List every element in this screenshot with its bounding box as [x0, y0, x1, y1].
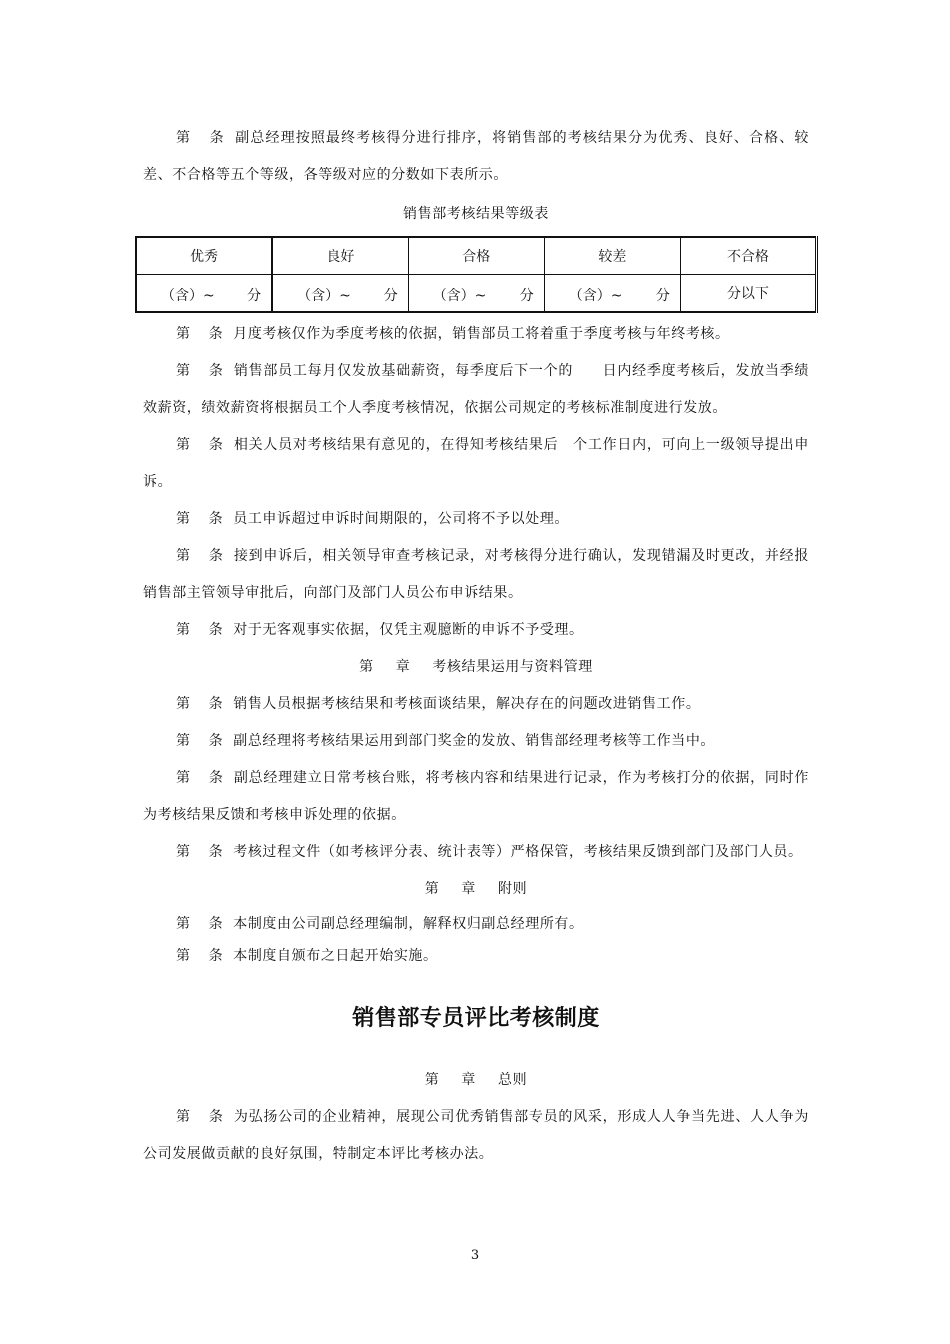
- article-paragraph: [143, 427, 809, 501]
- article-paragraph: [143, 723, 809, 760]
- chapter-suffix: 章: [395, 659, 411, 675]
- article-prefix: 第: [176, 770, 191, 786]
- chapter-title: 附则: [498, 881, 528, 897]
- article-prefix: 第: [176, 733, 191, 749]
- article-paragraph: [143, 501, 809, 538]
- range-unit: 分: [655, 288, 670, 304]
- article-prefix: 第: [176, 437, 191, 453]
- article-suffix: 条: [209, 130, 225, 146]
- range-unit: 分: [519, 288, 534, 304]
- article-paragraph: [143, 316, 809, 353]
- article-prefix: 第: [176, 696, 191, 712]
- grade-table: [135, 236, 818, 313]
- article-suffix: 条: [208, 770, 224, 786]
- article-text: 副总经理建立日常考核台账，将考核内容和结果进行记录，作为考核打分的依据，同时作为考核结果反馈和考核申诉处理的依据。: [143, 770, 809, 823]
- range-cell: [544, 275, 680, 313]
- article-text: 对于无客观事实依据，仅凭主观臆断的申诉不予受理。: [233, 622, 584, 638]
- article-suffix: 条: [208, 844, 224, 860]
- header-cell: 不合格: [680, 237, 816, 275]
- article-suffix: 条: [208, 696, 224, 712]
- range-cell: [272, 275, 408, 313]
- article-paragraph: [143, 120, 809, 194]
- chapter-title: 总则: [498, 1072, 528, 1088]
- header-cell: 合格: [408, 237, 544, 275]
- chapter-title: 考核结果运用与资料管理: [432, 659, 593, 675]
- range-lower: （含）~: [297, 288, 351, 304]
- article-text: 月度考核仅作为季度考核的依据，销售部员工将着重于季度考核与年终考核。: [233, 326, 730, 342]
- article-prefix: 第: [176, 130, 192, 146]
- chapter-heading: [143, 1062, 809, 1099]
- article-prefix: 第: [176, 948, 191, 964]
- article-text: 销售人员根据考核结果和考核面谈结果，解决存在的问题改进销售工作。: [233, 696, 701, 712]
- article-text: 员工申诉超过申诉时间期限的，公司将不予以处理。: [233, 511, 570, 527]
- chapter-suffix: 章: [461, 1072, 476, 1088]
- article-suffix: 条: [208, 548, 224, 564]
- page-content: [143, 120, 809, 1173]
- article-suffix: 条: [208, 948, 224, 964]
- article-suffix: 条: [208, 733, 224, 749]
- article-prefix: 第: [176, 844, 191, 860]
- table-header-row: [136, 237, 817, 275]
- article-prefix: 第: [176, 1109, 191, 1125]
- page-number: 3: [470, 1248, 480, 1263]
- article-text: 考核过程文件（如考核评分表、统计表等）严格保管，考核结果反馈到部门及部门人员。: [233, 844, 803, 860]
- article-paragraph: [143, 538, 809, 612]
- article-paragraph: [143, 908, 809, 940]
- chapter-prefix: 第: [359, 659, 374, 675]
- article-text: 副总经理将考核结果运用到部门奖金的发放、销售部经理考核等工作当中。: [233, 733, 716, 749]
- range-lower: （含）~: [432, 288, 487, 304]
- range-unit: 分: [383, 288, 398, 304]
- range-unit: 分: [247, 288, 262, 304]
- article-paragraph: [143, 834, 809, 871]
- range-cell: 分以下: [680, 275, 816, 313]
- article-text: 为弘扬公司的企业精神，展现公司优秀销售部专员的风采，形成人人争当先进、人人争为公司发展做贡献的良好氛围，特制定本评比考核办法。: [143, 1109, 809, 1162]
- article-text: 相关人员对考核结果有意见的，在得知考核结果后 个工作日内，可向上一级领导提出申诉。: [143, 437, 809, 490]
- article-paragraph: [143, 686, 809, 723]
- article-paragraph: [143, 1099, 809, 1173]
- table-caption: 销售部考核结果等级表: [403, 206, 549, 222]
- range-cell: [408, 275, 544, 313]
- article-text: 本制度自颁布之日起开始实施。: [233, 948, 438, 964]
- article-text: 销售部员工每月仅发放基础薪资，每季度后下一个的 日内经季度考核后，发放当季绩效薪资，绩效薪资将根据员工个人季度考核情况，依据公司规定的考核标准制度进行发放。: [143, 363, 809, 416]
- chapter-prefix: 第: [424, 1072, 440, 1088]
- document-title: 销售部专员评比考核制度: [352, 1005, 600, 1031]
- chapter-heading: [143, 871, 809, 908]
- table-row: [136, 275, 817, 313]
- article-prefix: 第: [176, 363, 191, 379]
- article-text: 接到申诉后，相关领导审查考核记录，对考核得分进行确认，发现错漏及时更改，并经报销售部主管领导审批后，向部门及部门人员公布申诉结果。: [143, 548, 809, 601]
- article-suffix: 条: [208, 1109, 224, 1125]
- article-prefix: 第: [176, 511, 191, 527]
- article-paragraph: [143, 612, 809, 649]
- article-prefix: 第: [176, 622, 191, 638]
- chapter-heading: [143, 649, 809, 686]
- header-cell: 优秀: [136, 237, 272, 275]
- article-suffix: 条: [208, 511, 224, 527]
- article-paragraph: [143, 353, 809, 427]
- article-suffix: 条: [208, 363, 224, 379]
- article-suffix: 条: [208, 916, 224, 932]
- article-suffix: 条: [208, 622, 224, 638]
- header-cell: 良好: [272, 237, 408, 275]
- range-lower: （含）~: [161, 288, 215, 304]
- article-suffix: 条: [208, 326, 224, 342]
- article-prefix: 第: [176, 326, 191, 342]
- range-lower: （含）~: [568, 288, 623, 304]
- chapter-suffix: 章: [461, 881, 476, 897]
- article-prefix: 第: [176, 916, 191, 932]
- article-text: 本制度由公司副总经理编制，解释权归副总经理所有。: [233, 916, 584, 932]
- range-cell: [136, 275, 272, 313]
- header-cell: 较差: [544, 237, 680, 275]
- article-prefix: 第: [176, 548, 191, 564]
- article-suffix: 条: [208, 437, 224, 453]
- article-text: 副总经理按照最终考核得分进行排序，将销售部的考核结果分为优秀、良好、合格、较差、不合格等五个等级，各等级对应的分数如下表所示。: [143, 130, 809, 183]
- article-paragraph: [143, 940, 809, 972]
- article-paragraph: [143, 760, 809, 834]
- chapter-prefix: 第: [424, 881, 440, 897]
